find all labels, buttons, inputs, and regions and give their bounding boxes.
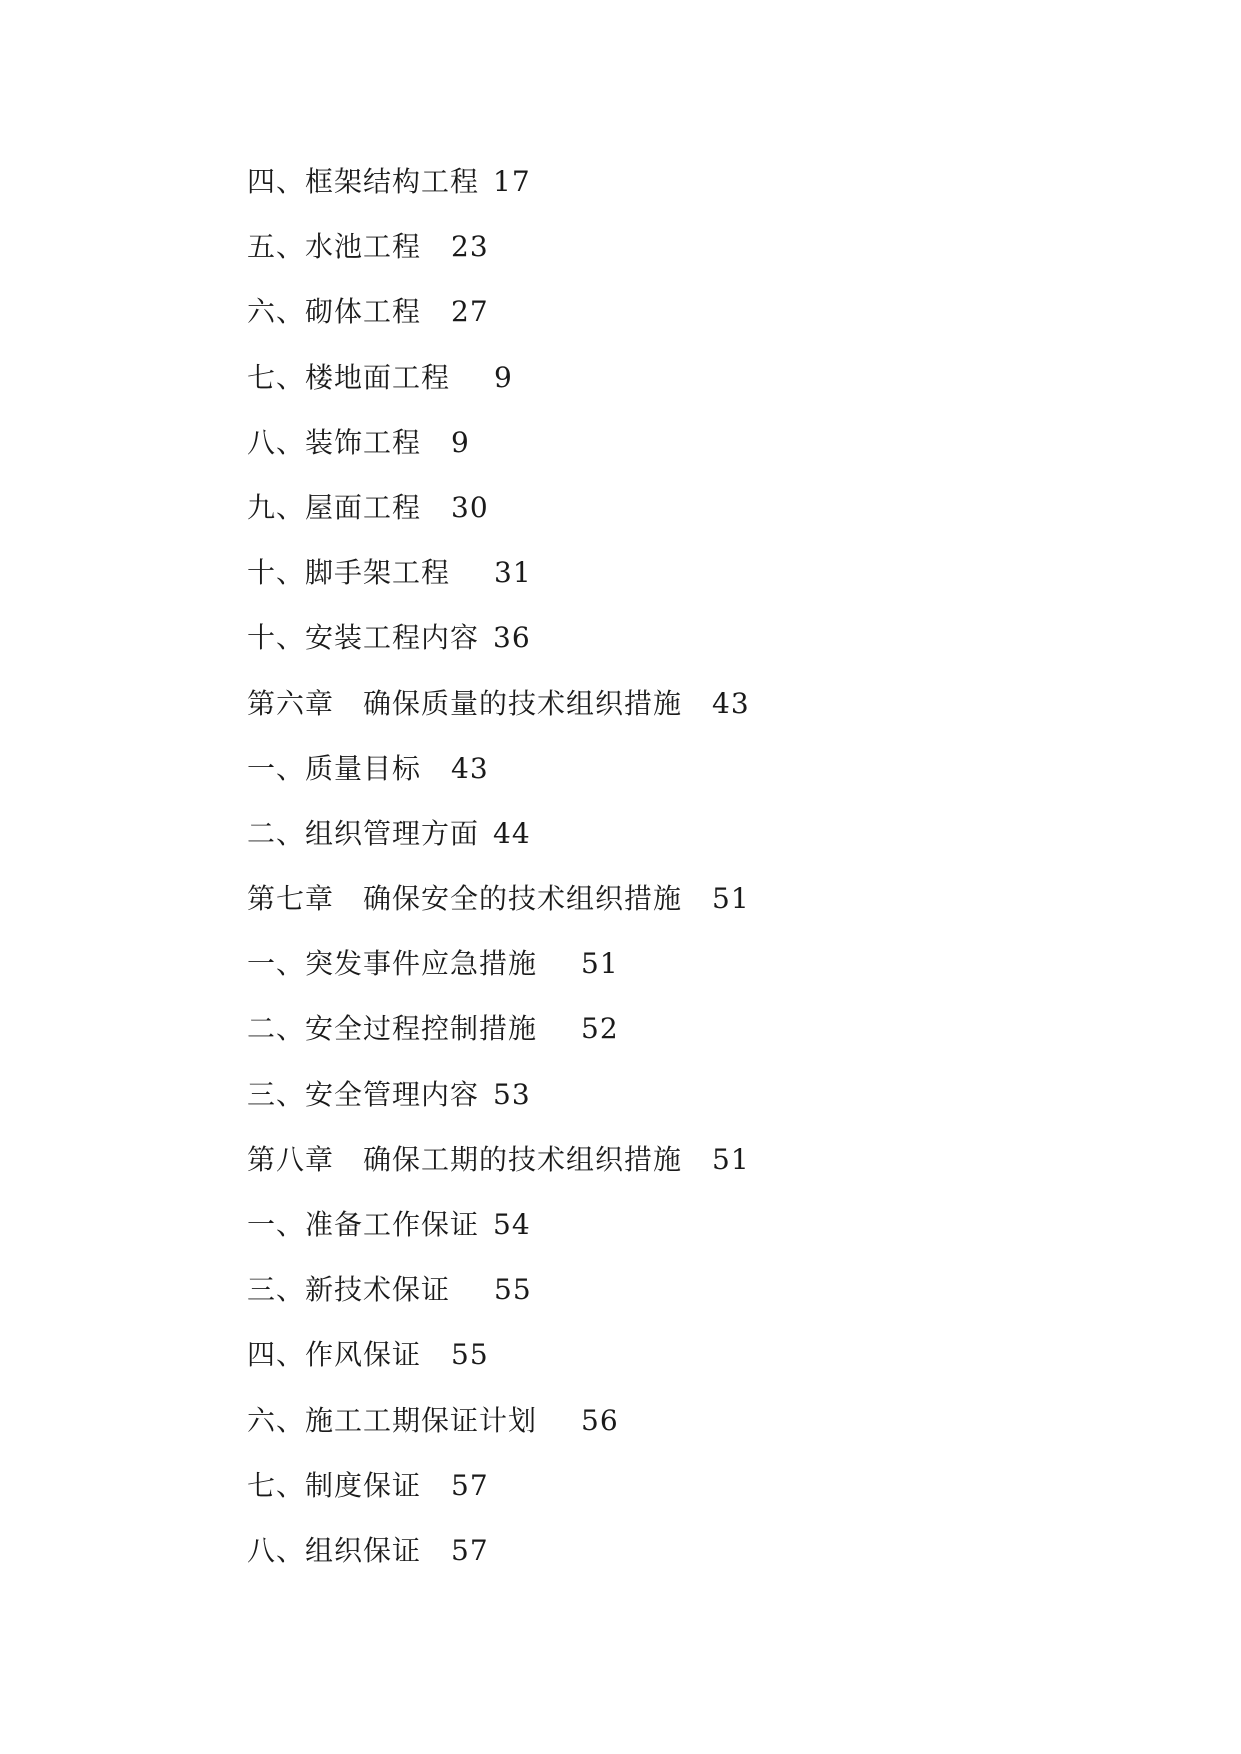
toc-entry-title: 十、安装工程内容	[247, 621, 480, 655]
toc-entry-title: 一、准备工作保证	[247, 1208, 480, 1241]
toc-entry[interactable]	[247, 1003, 750, 1068]
toc-entry[interactable]	[247, 547, 750, 612]
toc-entry-title: 第六章 确保质量的技术组织措施	[247, 686, 683, 720]
toc-entry-page: 57	[451, 1468, 489, 1502]
toc-entry-page: 9	[451, 425, 470, 459]
toc-entry-page: 43	[712, 686, 750, 720]
toc-entry-title: 三、安全管理内容	[247, 1077, 480, 1111]
toc-entry-page: 23	[451, 230, 489, 264]
toc-entry[interactable]	[247, 1264, 750, 1329]
toc-entry-title: 九、屋面工程	[247, 490, 422, 524]
toc-entry-page: 17	[493, 165, 531, 198]
toc-entry-page: 51	[712, 882, 750, 916]
toc-entry-page: 52	[581, 1012, 619, 1046]
toc-chapter-entry[interactable]	[247, 873, 750, 938]
toc-entry[interactable]	[247, 221, 750, 286]
toc-entry-title: 四、作风保证	[247, 1338, 422, 1372]
toc-entry-title: 五、水池工程	[247, 230, 422, 264]
toc-entry-title: 三、新技术保证	[247, 1273, 451, 1307]
toc-entry-page: 27	[451, 295, 489, 329]
toc-entry-page: 53	[493, 1077, 531, 1111]
toc-entry-title: 六、砌体工程	[247, 295, 422, 329]
toc-entry[interactable]	[247, 482, 750, 547]
toc-entry-page: 9	[494, 360, 513, 394]
toc-entry-page: 55	[451, 1338, 489, 1372]
table-of-contents	[247, 156, 750, 1590]
toc-entry[interactable]	[247, 938, 750, 1003]
toc-entry[interactable]	[247, 1460, 750, 1525]
toc-entry-title: 一、质量目标	[247, 751, 422, 785]
toc-entry[interactable]	[247, 1525, 750, 1590]
toc-entry[interactable]	[247, 1329, 750, 1394]
toc-entry-title: 四、框架结构工程	[247, 165, 480, 198]
toc-entry-title: 二、安全过程控制措施	[247, 1012, 538, 1046]
toc-entry[interactable]	[247, 743, 750, 808]
toc-entry-page: 31	[494, 556, 532, 590]
toc-entry-title: 八、组织保证	[247, 1533, 422, 1567]
toc-entry[interactable]	[247, 156, 750, 221]
toc-entry-title: 八、装饰工程	[247, 425, 422, 459]
toc-entry[interactable]	[247, 612, 750, 677]
toc-entry-title: 十、脚手架工程	[247, 556, 451, 590]
toc-entry-page: 51	[581, 947, 619, 981]
toc-entry-page: 57	[451, 1533, 489, 1567]
toc-entry[interactable]	[247, 1069, 750, 1134]
toc-entry-title: 一、突发事件应急措施	[247, 947, 538, 981]
toc-entry-page: 44	[493, 816, 531, 850]
toc-entry-title: 七、楼地面工程	[247, 360, 451, 394]
toc-entry[interactable]	[247, 1395, 750, 1460]
toc-entry-title: 第七章 确保安全的技术组织措施	[247, 882, 683, 916]
toc-entry[interactable]	[247, 1199, 750, 1264]
toc-entry-title: 七、制度保证	[247, 1468, 422, 1502]
toc-entry-page: 30	[451, 490, 489, 524]
toc-chapter-entry[interactable]	[247, 1134, 750, 1199]
toc-entry-title: 第八章 确保工期的技术组织措施	[247, 1142, 683, 1176]
toc-entry[interactable]	[247, 808, 750, 873]
toc-entry-page: 43	[451, 751, 489, 785]
toc-entry-page: 56	[581, 1403, 619, 1437]
toc-entry[interactable]	[247, 352, 750, 417]
toc-entry-page: 36	[493, 621, 531, 655]
toc-entry[interactable]	[247, 286, 750, 351]
toc-entry-title: 二、组织管理方面	[247, 816, 480, 850]
toc-entry-page: 54	[493, 1208, 531, 1241]
toc-entry-page: 51	[712, 1142, 750, 1176]
toc-entry[interactable]	[247, 417, 750, 482]
toc-entry-page: 55	[494, 1273, 532, 1307]
toc-chapter-entry[interactable]	[247, 678, 750, 743]
toc-entry-title: 六、施工工期保证计划	[247, 1403, 538, 1437]
